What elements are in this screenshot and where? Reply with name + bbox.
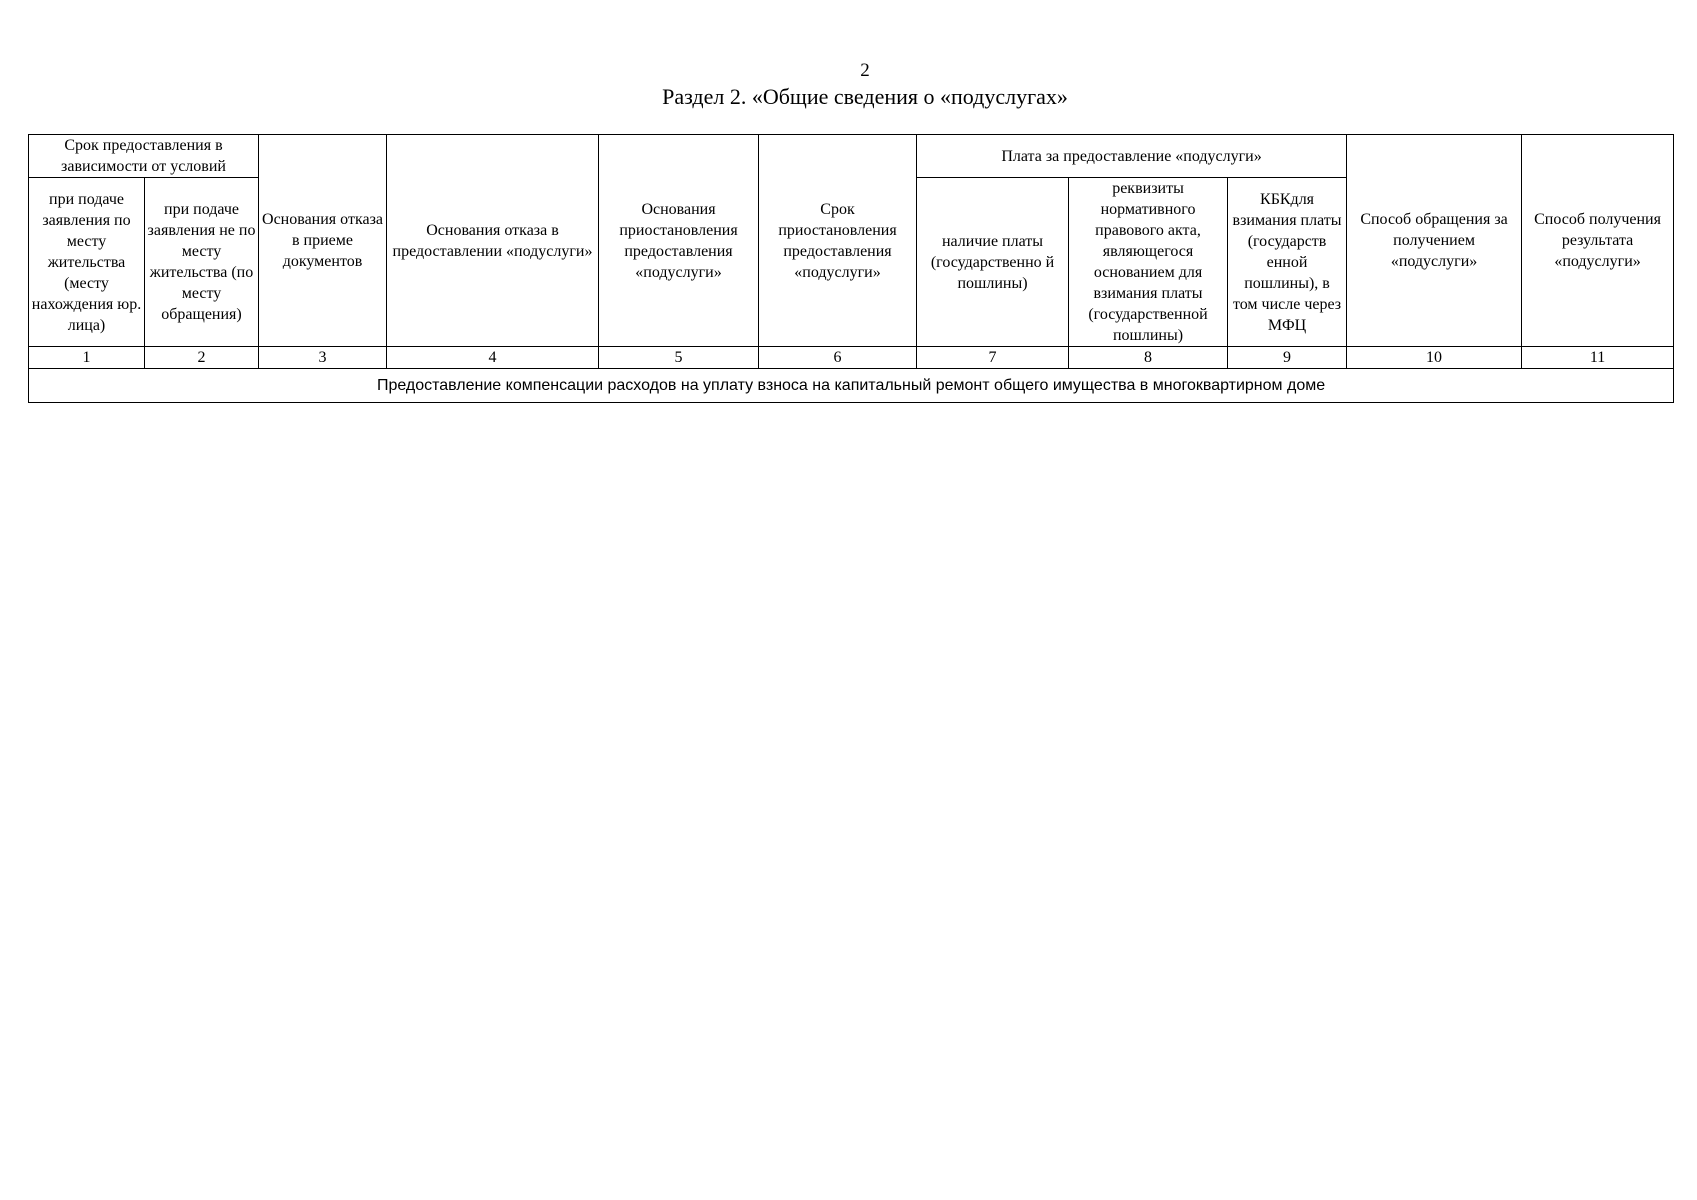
group-header-fee: Плата за предоставление «подуслуги» [917, 135, 1347, 178]
column-number: 9 [1228, 347, 1347, 369]
column-header-8: реквизиты нормативного правового акта, являющегося основанием для взимания платы (государственной пошлины) [1069, 178, 1228, 347]
column-number: 10 [1347, 347, 1522, 369]
column-header-10: Способ обращения за получением «подуслуги» [1347, 135, 1522, 347]
column-number: 5 [599, 347, 759, 369]
column-number: 2 [145, 347, 259, 369]
column-header-1: при подаче заявления по месту жительства (месту нахождения юр. лица) [29, 178, 145, 347]
column-header-7: наличие платы (государственно й пошлины) [917, 178, 1069, 347]
column-header-4: Основания отказа в предоставлении «подуслуги» [387, 135, 599, 347]
column-header-2: при подаче заявления не по месту жительства (по месту обращения) [145, 178, 259, 347]
service-row [29, 369, 1674, 403]
column-header-3: Основания отказа в приеме документов [259, 135, 387, 347]
section-title: Раздел 2. «Общие сведения о «подуслугах» [662, 84, 1068, 109]
column-header-6: Срок приостановления предоставления «подуслуги» [759, 135, 917, 347]
column-number: 8 [1069, 347, 1228, 369]
column-number: 3 [259, 347, 387, 369]
group-header-row [29, 135, 1674, 178]
column-header-5: Основания приостановления предоставления «подуслуги» [599, 135, 759, 347]
column-header-9: КБКдля взимания платы (государств енной пошлины), в том числе через МФЦ [1228, 178, 1347, 347]
column-number: 6 [759, 347, 917, 369]
group-header-term: Срок предоставления в зависимости от условий [29, 135, 259, 178]
column-number: 1 [29, 347, 145, 369]
column-number-row [29, 347, 1674, 369]
column-number: 11 [1522, 347, 1674, 369]
page-number: 2 [860, 60, 870, 81]
column-number: 4 [387, 347, 599, 369]
subservices-table [28, 134, 1674, 403]
column-header-11: Способ получения результата «подуслуги» [1522, 135, 1674, 347]
column-number: 7 [917, 347, 1069, 369]
service-name: Предоставление компенсации расходов на уплату взноса на капитальный ремонт общего имущества в многоквартирном доме [29, 369, 1674, 403]
